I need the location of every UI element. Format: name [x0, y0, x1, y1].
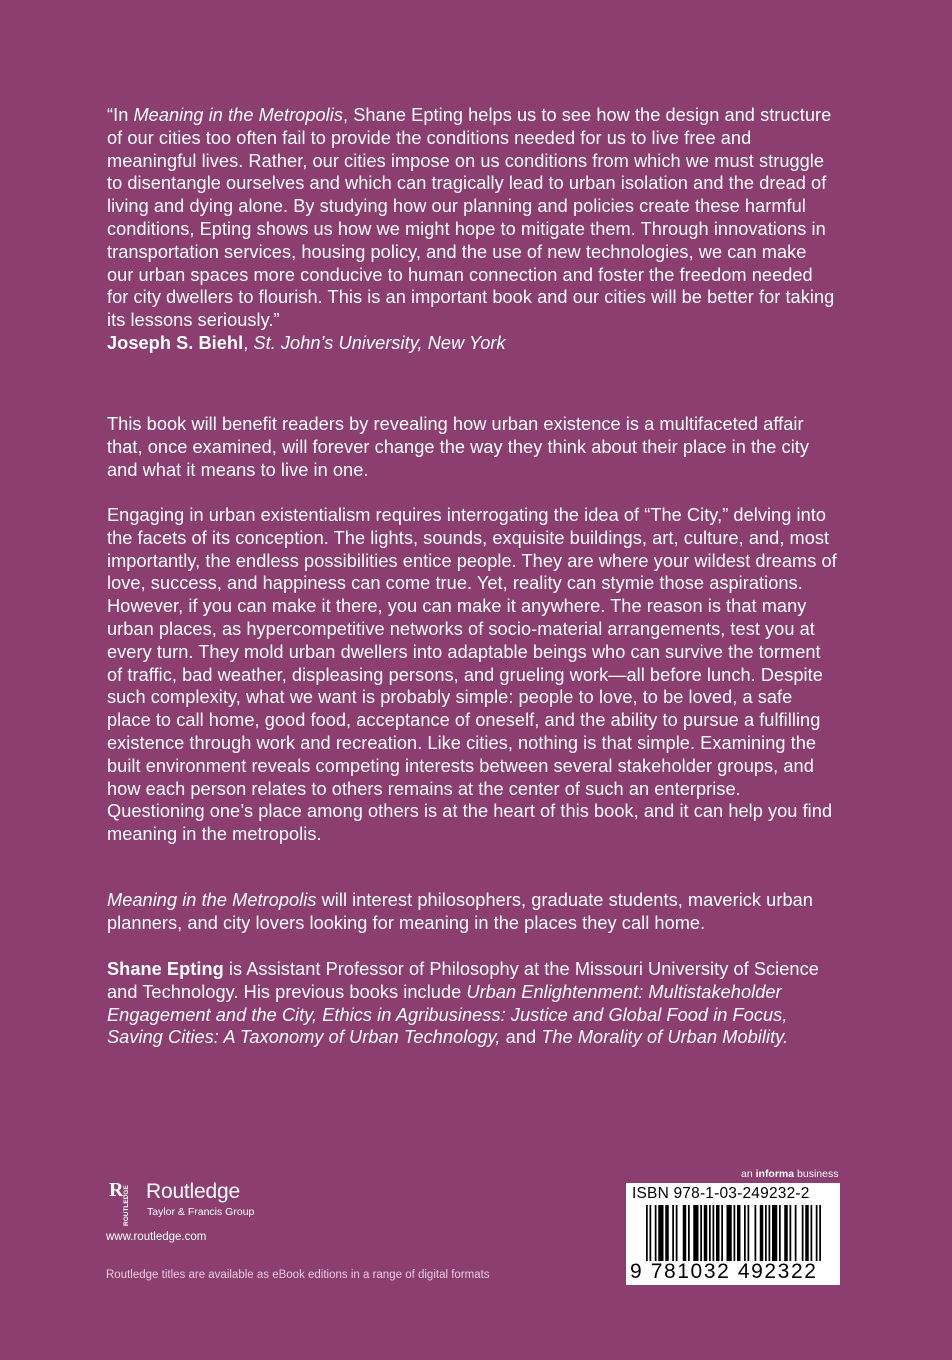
- barcode-bar: [784, 1205, 788, 1261]
- barcode-bar: [709, 1205, 711, 1261]
- barcode-bar: [672, 1205, 674, 1261]
- barcode-bar: [721, 1205, 723, 1261]
- barcode-bar: [795, 1205, 797, 1261]
- barcode-bar: [650, 1205, 652, 1261]
- author-bio: [107, 958, 837, 1049]
- logo-letter: R: [109, 1179, 124, 1201]
- bio-text-2: and: [500, 1027, 542, 1048]
- description-paragraph-2: [107, 504, 837, 846]
- bio-books-2: The Morality of Urban Mobility.: [541, 1027, 789, 1048]
- barcode-bar: [755, 1205, 757, 1261]
- barcode-bar: [760, 1205, 764, 1261]
- barcode-bar: [646, 1205, 648, 1261]
- barcode-bar: [688, 1205, 690, 1261]
- barcode-bar: [704, 1205, 708, 1261]
- barcode-bar: [819, 1205, 821, 1261]
- quote-attribution: [107, 332, 837, 355]
- barcode-bar: [693, 1205, 698, 1261]
- barcode-bar: [748, 1205, 750, 1261]
- barcode-bar: [713, 1205, 715, 1261]
- quote-book-title: Meaning in the Metropolis: [133, 105, 343, 125]
- barcode-bar: [811, 1205, 813, 1261]
- barcode-bar: [816, 1205, 818, 1261]
- barcode-bar: [655, 1205, 657, 1261]
- informa-suffix: business: [794, 1168, 839, 1180]
- barcode-digits: 9 781032 492322: [630, 1260, 818, 1283]
- informa-name: informa: [755, 1168, 795, 1180]
- barcode-bar: [790, 1205, 792, 1261]
- barcode-bar: [734, 1205, 736, 1261]
- barcode-bar: [676, 1205, 678, 1261]
- quote-open: “In: [107, 105, 134, 125]
- publisher-group: Taylor & Francis Group: [147, 1206, 255, 1218]
- barcode-bar: [744, 1205, 746, 1261]
- quote-author: Joseph S. Biehl: [107, 332, 244, 353]
- barcode-bar: [658, 1205, 663, 1261]
- informa-prefix: an: [741, 1168, 756, 1180]
- barcode-bar: [683, 1205, 687, 1261]
- barcode-bar: [779, 1205, 781, 1261]
- paragraph-3-rest: will interest philosophers, graduate students, maverick urban planners, and city lovers looking for meaning in the places they call home.: [107, 890, 813, 933]
- paragraph-2-text: Engaging in urban existentialism requires interrogating the idea of “The City,” delving into the facets of its conception. The lights, sounds, exquisite buildings, art, culture, and, most importantly, the endless possibilities entice people. They are where your wildest dreams of love, success, and happiness can come true. Yet, reality can stymie those aspirations. However, if you can make it there, you can make it anywhere. The reason is that many urban places, as hypercompetitive networks of socio-material arrangements, test you at every turn. They mold urban dwellers into adaptable beings who can survive the torment of traffic, bad weather, displeasing persons, and grueling work—all before lunch. Despite such complexity, what we want is probably simple: people to love, to be loved, a safe place to call home, good food, acceptance of oneself, and the ability to pursue a fulfilling existence through work and recreation. Like cities, nothing is that simple. Examining the built environment reveals competing interests between several stakeholder groups, and how each person relates to others remains at the center of such an enterprise. Questioning one’s place among others is at the heart of this book, and it can help you find meaning in the metropolis.: [107, 505, 837, 845]
- ebook-note: Routledge titles are available as eBook editions in a range of digital formats: [106, 1269, 490, 1281]
- bio-text-1: is Assistant Professor of Philosophy at the Missouri University of Science and Technology. His previous books include: [107, 959, 819, 1002]
- barcode-bar: [727, 1205, 732, 1261]
- publisher-name: Routledge: [146, 1180, 240, 1203]
- routledge-logo-icon: [106, 1178, 136, 1226]
- barcode-bar: [765, 1205, 767, 1261]
- barcode-bar: [805, 1205, 809, 1261]
- barcode-bar: [665, 1205, 669, 1261]
- barcode-bar: [737, 1205, 741, 1261]
- isbn-barcode: [626, 1183, 840, 1285]
- description-paragraph-1: [107, 413, 837, 481]
- paragraph-3-text: [107, 889, 837, 935]
- quote-affiliation: St. John’s University, New York: [253, 332, 506, 353]
- quote-body: , Shane Epting helps us to see how the design and structure of our cities too often fail to provide the conditions needed for us to live free and meaningful lives. Rather, our cities impose on us conditions from which we must struggle to disentangle ourselves and which can tragically lead to urban isolation and the dread of living and dying alone. By studying how our planning and policies create these harmful conditions, Epting shows us how we might hope to mitigate them. Through innovations in transportation services, housing policy, and the use of new technologies, we can make our urban spaces more conducive to human connection and foster the freedom needed for city dwellers to flourish. This is an important book and our cities will be better for taking its lessons seriously.”: [107, 105, 835, 331]
- paragraph-3-book-title: Meaning in the Metropolis: [107, 890, 317, 910]
- endorsement-quote: [107, 104, 837, 355]
- barcode-bar: [769, 1205, 771, 1261]
- author-bio-text: [107, 958, 837, 1049]
- publisher-logo: [106, 1178, 306, 1226]
- isbn-label: ISBN 978-1-03-249232-2: [632, 1185, 810, 1202]
- attribution-separator: ,: [243, 332, 254, 353]
- barcode-bar: [700, 1205, 702, 1261]
- publisher-website: www.routledge.com: [106, 1231, 207, 1243]
- author-name: Shane Epting: [107, 959, 224, 979]
- bio-books-1: Urban Enlightenment: Multistakeholder Engagement and the City, Ethics in Agribusiness: Justice and Global Food in Focus, Saving Cities: A Taxonomy of Urban Technology,: [107, 981, 788, 1048]
- logo-vertical-text: ROUTLEDGE: [123, 1185, 130, 1226]
- informa-business: [741, 1168, 838, 1180]
- quote-text: [107, 104, 837, 332]
- barcode-bar: [716, 1205, 720, 1261]
- paragraph-1-text: This book will benefit readers by revealing how urban existence is a multifaceted affair that, once examined, will forever change the way they think about their place in the city and what it means to live in one.: [107, 414, 810, 480]
- description-paragraph-3: [107, 889, 837, 935]
- barcode-bar: [772, 1205, 777, 1261]
- barcode-bar: [802, 1205, 804, 1261]
